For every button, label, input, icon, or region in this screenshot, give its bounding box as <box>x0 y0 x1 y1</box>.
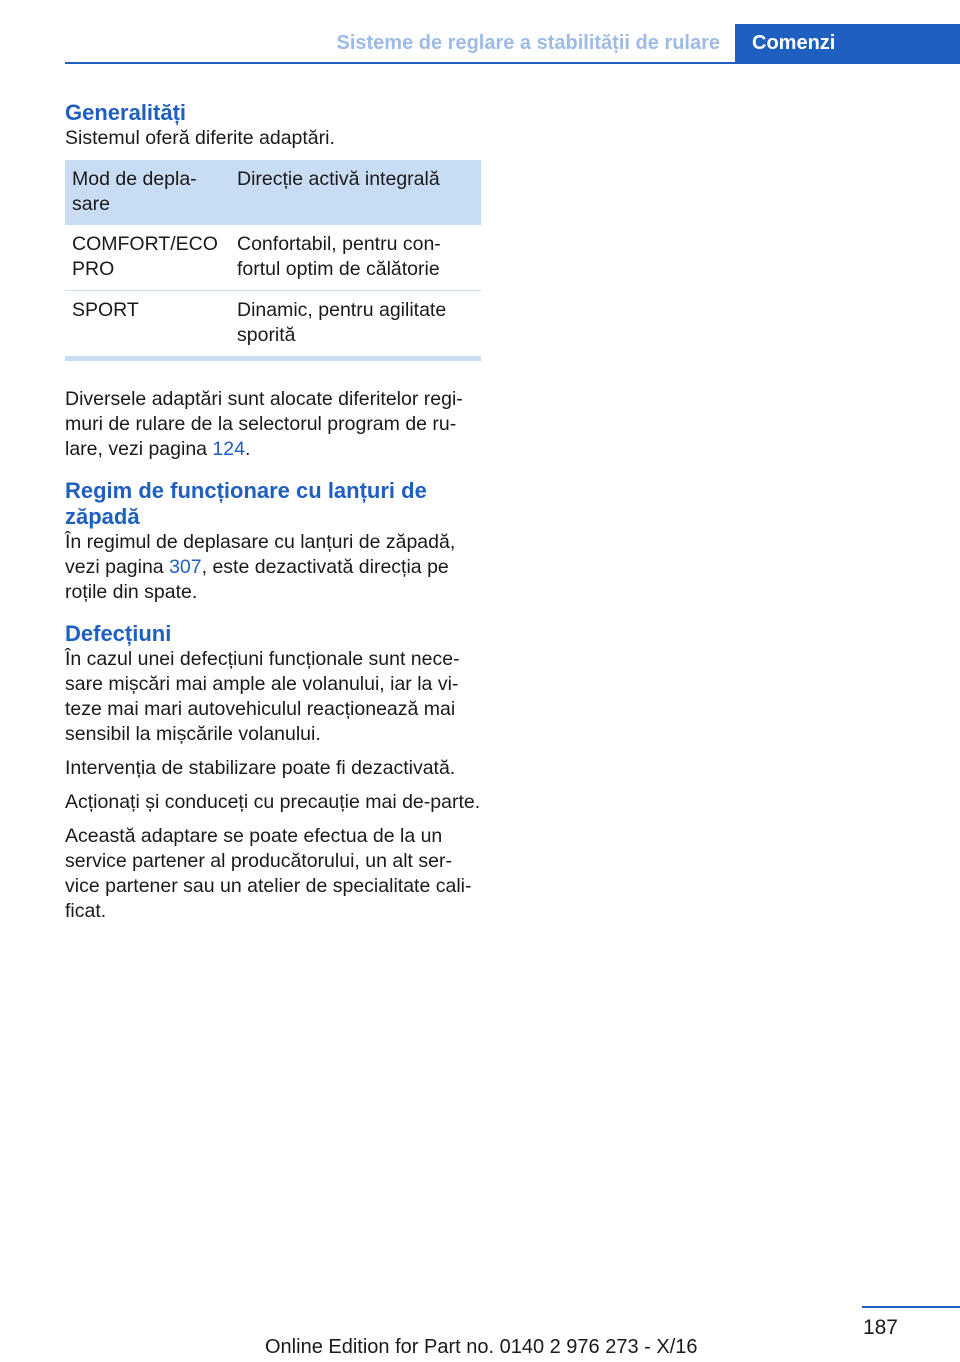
page-content <box>65 100 481 933</box>
table-header-row <box>65 160 481 225</box>
faults-paragraph-3: Acționați și conduceți cu precauție mai de-parte. <box>65 791 481 813</box>
table-cell-description: Confortabil, pentru con-fortul optim de călătorie <box>237 233 441 280</box>
page-number: 187 <box>862 1316 898 1339</box>
heading-snow-chains: Regim de funcționare cu lanțuri de zăpadă <box>65 478 427 529</box>
section-title: Sisteme de reglare a stabilității de rulare <box>336 32 720 54</box>
edition-note: Online Edition for Part no. 0140 2 976 273 - X/16 <box>265 1336 698 1358</box>
general-intro: Sistemul oferă diferite adaptări. <box>65 127 335 149</box>
table-cell-mode: COMFORT/ECO PRO <box>72 233 218 280</box>
chapter-tab: Comenzi <box>735 24 960 62</box>
snow-text-before: În regimul de deplasare cu lanțuri de zăpadă, vezi pagina <box>65 531 456 578</box>
page-link-124[interactable]: 124 <box>212 438 245 460</box>
adaptations-text-end: . <box>244 438 251 460</box>
adaptations-text: Diversele adaptări sunt alocate diferitelor regi-muri de rulare de la selectorul program de ru-lare, vezi pagina <box>65 388 463 460</box>
table-header-steering: Direcție activă integrală <box>237 168 440 190</box>
faults-paragraph-4: Această adaptare se poate efectua de la un service partener al producătorului, un alt ser-vice partener sau un atelier de specialitate cali-ficat. <box>65 825 472 922</box>
page-header <box>65 24 960 64</box>
table-row <box>65 291 481 359</box>
adaptation-table <box>65 160 481 361</box>
heading-general: Generalități <box>65 100 187 125</box>
table-cell-description: Dinamic, pentru agilitate sporită <box>237 299 447 346</box>
table-cell-mode: SPORT <box>72 299 139 321</box>
page-link-307[interactable]: 307 <box>169 556 202 578</box>
footer-rule <box>862 1306 960 1308</box>
table-row <box>65 225 481 291</box>
faults-paragraph-2: Intervenția de stabilizare poate fi dezactivată. <box>65 757 456 779</box>
snow-text-after: , este dezactivată direcția pe roțile din spate. <box>65 556 449 603</box>
adaptations-paragraph <box>65 387 481 462</box>
faults-paragraph-1: În cazul unei defecțiuni funcționale sunt nece-sare mișcări mai ample ale volanului, iar la vi-teze mai mari autovehiculul reacționează mai sensibil la mișcările volanului. <box>65 648 460 745</box>
heading-faults: Defecțiuni <box>65 621 172 646</box>
table-header-mode: Mod de depla-sare <box>72 168 197 215</box>
snow-paragraph <box>65 530 481 605</box>
